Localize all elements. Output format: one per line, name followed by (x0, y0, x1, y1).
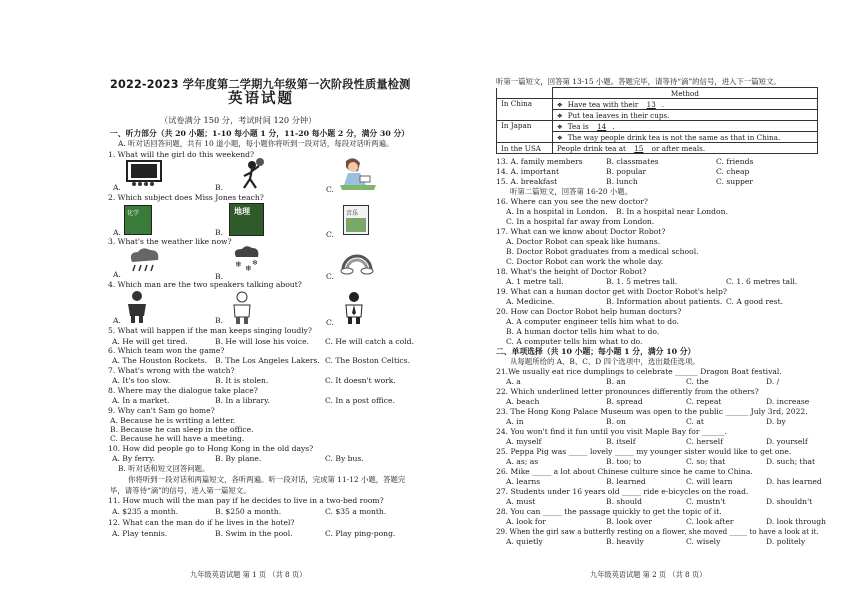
q22-option-a: A. beach (506, 397, 540, 406)
q28-option-c: C. look after (686, 517, 734, 526)
q12-option-c: C. Play ping-pong. (325, 529, 396, 538)
question-7: 7. What's wrong with the watch? (108, 366, 235, 375)
table-place: In China (497, 99, 553, 121)
q28-option-a: A. look for (506, 517, 546, 526)
table-text-end: . (661, 99, 665, 109)
table-text: Tea is (567, 121, 589, 131)
q26-option-b: B. learned (606, 477, 646, 486)
q18-option-a: A. 1 metre tall. (506, 277, 564, 286)
question-26: 26. Mike _____ a lot about Chinese culture since he came to China. (496, 467, 753, 476)
option-b-label: B. (215, 183, 223, 192)
table-header-row (497, 88, 818, 99)
q16-option-a: A. In a hospital in London. (506, 207, 608, 216)
q23-option-d: D. by (766, 417, 786, 426)
bullet-icon: ❖ (556, 100, 563, 109)
q25-option-b: B. too; to (606, 457, 642, 466)
table-row (497, 143, 818, 154)
option-a-label: A. (113, 316, 121, 325)
page-footer-2: 九年级英语试题 第 2 页 （共 8 页） (590, 570, 707, 579)
q10-option-a: A. By ferry. (112, 454, 155, 463)
q17-option-a: A. Doctor Robot can speak like humans. (506, 237, 661, 246)
question-17: 17. What can we know about Doctor Robot? (496, 227, 666, 236)
question-23: 23. The Hong Kong Palace Museum was open to the public ______ July 3rd, 2022. (496, 407, 808, 416)
answer-blank-14: 14 (597, 121, 607, 131)
section1-heading: 一、听力部分（共 20 小题；1-10 每小题 1 分，11-20 每小题 2 分，满分 30 分） (110, 129, 410, 138)
q19-option-c: C. A good rest. (726, 297, 784, 306)
option-b-label: B. (215, 272, 223, 281)
q14-option-a: 14. A. important (496, 167, 560, 176)
partB-title: B. 听对话和短文回答问题。 (118, 464, 210, 473)
q20-option-b: B. A human doctor tells him what to do. (506, 327, 660, 336)
snow-cloud-icon (230, 245, 262, 277)
bullet-icon: ❖ (556, 122, 563, 131)
q14-option-b: B. popular (606, 167, 647, 176)
question-18: 18. What's the height of Doctor Robot? (496, 267, 647, 276)
option-c-label: C. (326, 272, 334, 281)
q20-option-a: A. A computer engineer tells him what to do. (506, 317, 679, 326)
q19-option-a: A. Medicine. (506, 297, 555, 306)
q29-option-a: A. quietly (506, 537, 543, 546)
partB-intro-1: 你将听到一段对话和两篇短文，各听两遍。听一段对话，完成第 11-12 小题，答题完 (128, 475, 406, 484)
q27-option-c: C. mustn't (686, 497, 726, 506)
bullet-icon: ❖ (556, 111, 563, 120)
q24-option-c: C. herself (686, 437, 724, 446)
music-book-picture (343, 205, 369, 235)
q11-option-a: A. $235 a month. (112, 507, 179, 516)
q6-option-c: C. The Boston Celtics. (325, 356, 410, 365)
table-text: The way people drink tea is not the same as that in China (567, 132, 778, 142)
q8-option-c: C. In a post office. (325, 396, 395, 405)
tea-method-table (496, 87, 818, 154)
rain-cloud-icon (126, 246, 162, 276)
question-5: 5. What will happen if the man keeps singing loudly? (108, 326, 312, 335)
question-28: 28. You can _____ the passage quickly to get the topic of it. (496, 507, 722, 516)
table-place: In the USA (497, 143, 553, 154)
table-text-end: . (777, 132, 781, 142)
q25-option-d: D. such; that (766, 457, 816, 466)
question-27: 27. Students under 16 years old _____ ride e-bicycles on the road. (496, 487, 749, 496)
question-9: 9. Why can't Sam go home? (108, 406, 215, 415)
option-a-label: A. (113, 228, 121, 237)
question-12: 12. What can the man do if he lives in the hotel? (108, 518, 295, 527)
q26-option-a: A. learns (506, 477, 541, 486)
table-text: Have tea with their (567, 99, 639, 109)
q25-option-c: C. so; that (686, 457, 726, 466)
passage1-intro: 听第一篇短文，回答第 13-15 小题。答题完毕，请等待“滴”的信号，进入下一篇短文。 (496, 77, 781, 86)
option-a-label: A. (113, 183, 121, 192)
q21-option-d: D. / (766, 377, 780, 386)
q27-option-d: D. shouldn't (766, 497, 813, 506)
exam-title-line: 2022-2023 学年度第二学期九年级第一次阶段性质量检测 (110, 78, 411, 91)
q6-option-a: A. The Houston Rockets. (112, 356, 208, 365)
passage2-intro: 听第二篇短文，回答第 16-20 小题。 (510, 187, 633, 196)
question-22: 22. Which underlined letter pronounces differently from the others? (496, 387, 759, 396)
q24-option-b: B. itself (606, 437, 636, 446)
option-b-label: B. (215, 228, 223, 237)
music-book-title: 音乐 (346, 210, 359, 217)
question-20: 20. How can Doctor Robot help human doctors? (496, 307, 682, 316)
q15-option-b: B. lunch (606, 177, 638, 186)
table-text: People drink tea at (556, 143, 626, 153)
exam-page-1 (0, 0, 430, 610)
geography-book-picture (229, 203, 264, 236)
q13-option-a: 13. A. family members (496, 157, 583, 166)
q24-option-d: D. yourself (766, 437, 808, 446)
q7-option-b: B. It is stolen. (215, 376, 269, 385)
q13-option-b: B. classmates (606, 157, 659, 166)
question-1: 1. What will the girl do this weekend? (108, 150, 255, 159)
man-with-glasses-picture (229, 291, 255, 324)
svg-text:❄: ❄ (252, 259, 258, 267)
table-text-end: or after meals. (651, 143, 706, 153)
table-place: In Japan (497, 121, 553, 143)
q28-option-b: B. look over (606, 517, 652, 526)
table-text-end: . (612, 121, 615, 131)
table-row (497, 99, 818, 110)
question-24: 24. You won't find it fun until you visit Maple Bay for ______. (496, 427, 728, 436)
chemistry-book-title: 化学 (127, 210, 140, 217)
man-with-tie-picture (342, 291, 366, 325)
page-footer-1: 九年级英语试题 第 1 页 （共 8 页） (190, 570, 307, 579)
q7-option-a: A. It's too slow. (112, 376, 171, 385)
question-6: 6. Which team won the game? (108, 346, 225, 355)
q27-option-b: B. should (606, 497, 642, 506)
answer-blank-13: 13 (646, 99, 656, 109)
q15-option-c: C. supper (716, 177, 754, 186)
q27-option-a: A. must (506, 497, 536, 506)
q21-option-c: C. the (686, 377, 709, 386)
option-b-label: B. (215, 316, 223, 325)
q8-option-a: A. In a market. (112, 396, 170, 405)
question-3: 3. What's the weather like now? (108, 237, 232, 246)
section2-intro: 从每题所给的 A、B、C、D 四个选项中，选出最佳选项。 (510, 357, 700, 366)
question-4: 4. Which man are the two speakers talking about? (108, 280, 302, 289)
q20-option-c: C. A computer tells him what to do. (506, 337, 643, 346)
q8-option-b: B. In a library. (215, 396, 270, 405)
q12-option-b: B. Swim in the pool. (215, 529, 293, 538)
q11-option-c: C. $35 a month. (325, 507, 387, 516)
q26-option-c: C. will learn (686, 477, 733, 486)
chemistry-book-picture (124, 205, 152, 235)
man-in-suit-picture (124, 290, 150, 324)
table-row (497, 121, 818, 132)
q12-option-a: A. Play tennis. (112, 529, 168, 538)
q26-option-d: D. has learned (766, 477, 822, 486)
question-21: 21.We usually eat rice dumplings to celebrate ______ Dragon Boat festival. (496, 367, 782, 376)
rainbow-icon (340, 250, 374, 276)
svg-text:❄: ❄ (235, 260, 242, 269)
q28-option-d: D. look through (766, 517, 827, 526)
partA-intro: A. 听对话回答问题，共有 10 道小题，每小题你将听到一段对话，每段对话听两遍。 (118, 139, 394, 148)
q18-option-b: B. 1. 5 metres tall. (606, 277, 678, 286)
question-25: 25. Peppa Pig was _____ lovely _____ my younger sister would like to get one. (496, 447, 792, 456)
q10-option-c: C. By bus. (325, 454, 364, 463)
q22-option-d: D. increase (766, 397, 810, 406)
question-29: 29. When the girl saw a butterfly resting on a flower, she moved _____ to have a look at it. (496, 527, 819, 536)
q10-option-b: B. By plane. (215, 454, 262, 463)
q14-option-c: C. cheap (716, 167, 750, 176)
q24-option-a: A. myself (506, 437, 542, 446)
q17-option-c: C. Doctor Robot can work the whole day. (506, 257, 664, 266)
q6-option-b: B. The Los Angeles Lakers. (215, 356, 320, 365)
q29-option-d: D. politely (766, 537, 806, 546)
option-c-label: C. (326, 318, 334, 327)
question-16: 16. Where can you see the new doctor? (496, 197, 648, 206)
q5-option-b: B. He will lose his voice. (215, 337, 310, 346)
section2-heading: 二、单项选择（共 10 小题；每小题 1 分，满分 10 分） (496, 347, 696, 356)
q18-option-c: C. 1. 6 metres tall. (726, 277, 798, 286)
question-19: 19. What can a human doctor get with Doctor Robot's help? (496, 287, 727, 296)
question-11: 11. How much will the man pay if he decides to live in a two-bed room? (108, 496, 384, 505)
q23-option-a: A. in (506, 417, 524, 426)
table-text: Put tea leaves in their cups. (567, 110, 670, 120)
q21-option-b: B. an (606, 377, 626, 386)
q23-option-b: B. on (606, 417, 626, 426)
partB-intro-2: 毕，请等待“滴”的信号，进入第一篇短文。 (110, 486, 251, 495)
q25-option-a: A. as; as (506, 457, 539, 466)
option-c-label: C. (326, 185, 334, 194)
q16-option-b: B. In a hospital near London. (616, 207, 728, 216)
option-c-label: C. (326, 230, 334, 239)
q22-option-b: B. spread (606, 397, 643, 406)
q9-option-a: A. Because he is writing a letter. (110, 416, 236, 425)
q11-option-b: B. $250 a month. (215, 507, 282, 516)
option-a-label: A. (113, 270, 121, 279)
exam-page-2 (430, 0, 861, 610)
q19-option-b: B. Information about patients. (606, 297, 723, 306)
answer-blank-15: 15 (634, 143, 644, 153)
q23-option-c: C. at (686, 417, 704, 426)
question-10: 10. How did people go to Hong Kong in the old days? (108, 444, 314, 453)
svg-text:❄: ❄ (245, 264, 252, 273)
q5-option-c: C. He will catch a cold. (325, 337, 414, 346)
cinema-screen-picture (126, 160, 162, 186)
question-8: 8. Where may the dialogue take place? (108, 386, 258, 395)
q9-option-c: C. Because he will have a meeting. (110, 434, 245, 443)
q22-option-c: C. repeat (686, 397, 722, 406)
exam-subtitle: （试卷满分 150 分，考试时间 120 分钟） (160, 115, 317, 125)
basketball-player-picture (232, 157, 272, 189)
q5-option-a: A. He will get tired. (112, 337, 188, 346)
girl-reading-picture (336, 157, 378, 191)
q29-option-c: C. wisely (686, 537, 721, 546)
q15-option-a: 15. A. breakfast (496, 177, 558, 186)
q9-option-b: B. Because he can sleep in the office. (110, 425, 254, 434)
q16-option-c: C. In a hospital far away from London. (506, 217, 655, 226)
q13-option-c: C. friends (716, 157, 754, 166)
q17-option-b: B. Doctor Robot graduates from a medical school. (506, 247, 699, 256)
exam-title: 英语试题 (228, 91, 294, 107)
bullet-icon: ❖ (556, 133, 563, 142)
q21-option-a: A. a (506, 377, 521, 386)
question-2: 2. Which subject does Miss Jones teach? (108, 193, 264, 202)
q7-option-c: C. It doesn't work. (325, 376, 396, 385)
geography-book-title: 地理 (234, 206, 250, 216)
table-header-method: Method (552, 88, 817, 99)
q29-option-b: B. heavily (606, 537, 644, 546)
